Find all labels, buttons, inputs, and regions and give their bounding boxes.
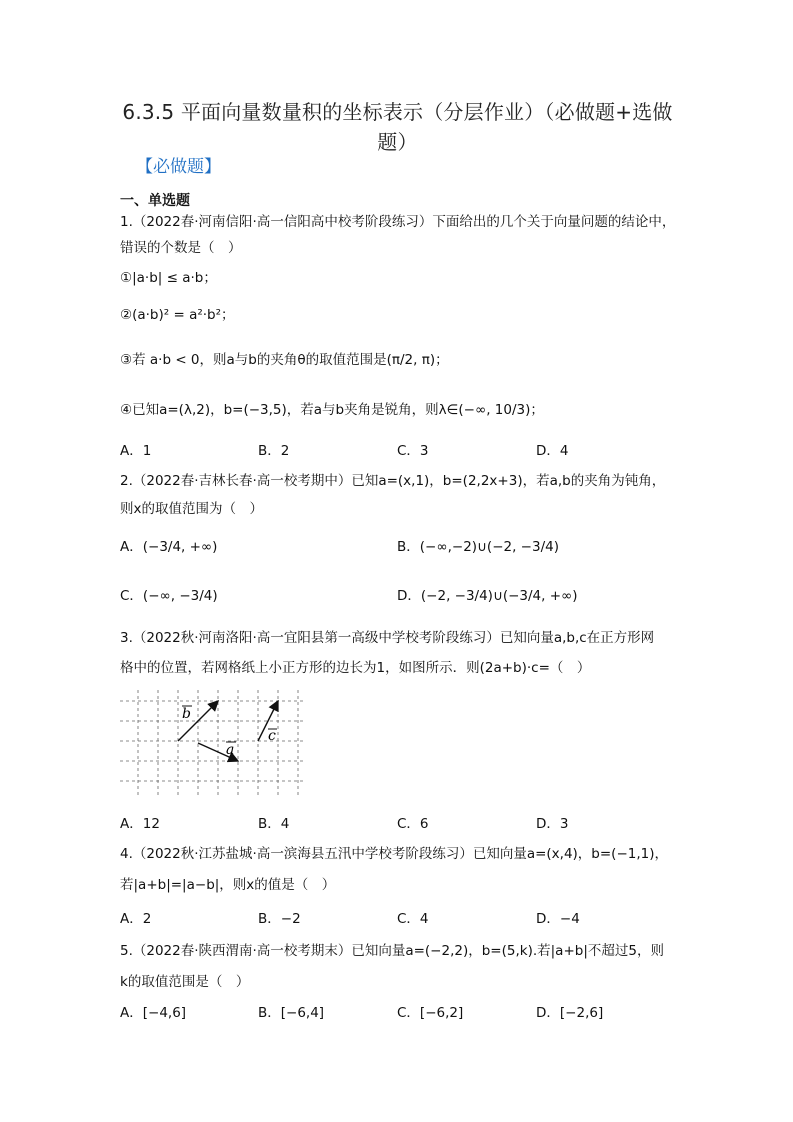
q1-statement-2: ②(a·b)² = a²·b²； bbox=[120, 307, 235, 323]
q4-stem-line1: 4.（2022秋·江苏盐城·高一滨海县五汛中学校考阶段练习）已知向量a=(x,4)，b=(−1,1)， bbox=[120, 846, 669, 862]
q4-option-c: C．4 bbox=[397, 911, 429, 927]
q3-option-c: C．6 bbox=[397, 816, 429, 832]
q5-option-b: B．[−6,4] bbox=[258, 1005, 325, 1021]
q1-statement-3: ③若 a·b < 0，则a与b的夹角θ的取值范围是(π/2, π)； bbox=[120, 352, 449, 368]
q2-option-c: C．(−∞, −3/4) bbox=[120, 588, 218, 604]
q1-statement-4: ④已知a=(λ,2)，b=(−3,5)，若a与b夹角是锐角，则λ∈(−∞, 10/3)； bbox=[120, 402, 544, 418]
vector-b-label: b bbox=[182, 706, 191, 722]
q5-stem-line1: 5.（2022春·陕西渭南·高一校考期末）已知向量a=(−2,2)，b=(5,k).若|a+b|不超过5，则 bbox=[120, 943, 664, 959]
q3-stem-line2: 格中的位置，若网格纸上小正方形的边长为1，如图所示．则(2a+b)·c=（ ） bbox=[120, 660, 591, 676]
q5-option-d: D．[−2,6] bbox=[536, 1005, 604, 1021]
q1-stem-line2: 错误的个数是（ ） bbox=[120, 240, 242, 256]
q5-option-c: C．[−6,2] bbox=[397, 1005, 464, 1021]
q1-option-d: D．4 bbox=[536, 443, 569, 459]
q2-option-b: B．(−∞,−2)∪(−2, −3/4) bbox=[397, 539, 559, 555]
q1-stem-line1: 1.（2022春·河南信阳·高一信阳高中校考阶段练习）下面给出的几个关于向量问题的结论中， bbox=[120, 214, 676, 230]
q1-option-c: C．3 bbox=[397, 443, 429, 459]
q3-option-d: D．3 bbox=[536, 816, 569, 832]
vector-a-label: a bbox=[226, 742, 235, 758]
q3-option-b: B．4 bbox=[258, 816, 290, 832]
q5-option-a: A．[−4,6] bbox=[120, 1005, 187, 1021]
document-title: 6.3.5 平面向量数量积的坐标表示（分层作业）（必做题+选做题） bbox=[122, 100, 673, 154]
q1-option-b: B．2 bbox=[258, 443, 290, 459]
q4-option-b: B．−2 bbox=[258, 911, 301, 927]
q4-option-a: A．2 bbox=[120, 911, 152, 927]
section-heading: 【必做题】 bbox=[136, 157, 221, 177]
vector-grid-figure bbox=[118, 688, 308, 800]
q3-stem-line1: 3.（2022秋·河南洛阳·高一宜阳县第一高级中学校考阶段练习）已知向量a,b,c在正方形网 bbox=[120, 630, 655, 646]
vector-c-label: c bbox=[268, 728, 276, 744]
q1-statement-1: ①|a·b| ≤ a·b； bbox=[120, 270, 217, 286]
q5-stem-line2: k的取值范围是（ ） bbox=[120, 974, 250, 990]
q2-stem-line1: 2.（2022春·吉林长春·高一校考期中）已知a=(x,1)，b=(2,2x+3)，若a,b的夹角为钝角， bbox=[120, 473, 666, 489]
q2-stem-line2: 则x的取值范围为（ ） bbox=[120, 501, 263, 517]
question-type-heading: 一、单选题 bbox=[120, 193, 190, 209]
q2-option-d: D．(−2, −3/4)∪(−3/4, +∞) bbox=[397, 588, 578, 604]
q4-stem-line2: 若|a+b|=|a−b|，则x的值是（ ） bbox=[120, 877, 336, 893]
q4-option-d: D．−4 bbox=[536, 911, 580, 927]
q1-option-a: A．1 bbox=[120, 443, 152, 459]
q2-option-a: A．(−3/4, +∞) bbox=[120, 539, 218, 555]
q3-option-a: A．12 bbox=[120, 816, 160, 832]
